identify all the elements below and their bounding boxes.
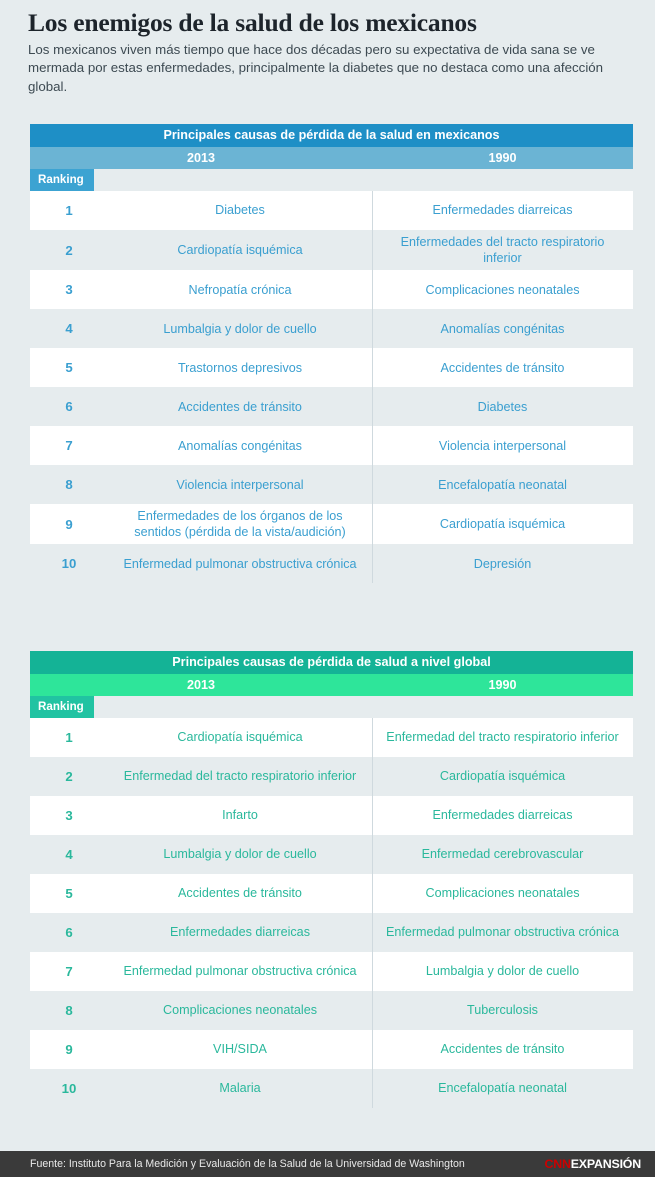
cell-1990: Accidentes de tránsito	[440, 1042, 565, 1057]
ranking-badge: Ranking	[30, 169, 94, 191]
table-mexico-ranking-row	[30, 169, 633, 191]
table-row	[30, 191, 633, 230]
table-row	[30, 718, 633, 757]
cell-2013: Infarto	[222, 808, 258, 823]
cell-1990: Tuberculosis	[467, 1003, 538, 1018]
table-row	[30, 544, 633, 583]
cell-1990: Lumbalgia y dolor de cuello	[425, 964, 580, 979]
table-row	[30, 1030, 633, 1069]
cell-2013: Enfermedades diarreicas	[169, 925, 310, 940]
cell-1990: Anomalías congénitas	[440, 321, 565, 336]
cell-1990: Encefalopatía neonatal	[438, 477, 567, 492]
table-global	[30, 651, 633, 1108]
column-header-2013: 2013	[186, 151, 216, 165]
table-row	[30, 387, 633, 426]
cell-2013: Trastornos depresivos	[177, 360, 303, 375]
logo-cnn-text: CNN	[544, 1157, 571, 1171]
table-mexico-title: Principales causas de pérdida de la salud en mexicanos	[30, 124, 633, 147]
cell-rank: 4	[65, 847, 73, 862]
ranking-badge: Ranking	[30, 696, 94, 718]
cell-rank: 10	[61, 556, 77, 572]
table-mexico-rows	[30, 191, 633, 583]
table-row	[30, 1069, 633, 1108]
table-row	[30, 874, 633, 913]
cell-1990: Cardiopatía isquémica	[439, 769, 566, 784]
table-row	[30, 952, 633, 991]
table-row	[30, 230, 633, 270]
cell-2013: Cardiopatía isquémica	[177, 730, 303, 745]
cell-rank: 7	[65, 438, 73, 454]
cell-rank: 4	[65, 321, 73, 337]
cell-1990: Enfermedades diarreicas	[432, 808, 573, 823]
cell-2013: Diabetes	[215, 203, 265, 218]
table-row	[30, 991, 633, 1030]
table-row	[30, 270, 633, 309]
table-row	[30, 465, 633, 504]
cell-2013: VIH/SIDA	[213, 1042, 267, 1057]
table-row	[30, 913, 633, 952]
cell-2013: Cardiopatía isquémica	[177, 243, 303, 258]
cell-rank: 10	[61, 1081, 77, 1096]
cell-2013: Enfermedad pulmonar obstructiva crónica	[123, 556, 357, 571]
table-row	[30, 504, 633, 544]
cell-2013: Accidentes de tránsito	[178, 886, 302, 901]
logo-expansion-text: EXPANSIÓN	[570, 1157, 641, 1171]
table-mexico	[30, 124, 633, 583]
table-global-rows	[30, 718, 633, 1108]
cell-2013: Violencia interpersonal	[176, 477, 304, 492]
cell-1990: Depresión	[473, 556, 532, 571]
table-mexico-year-header	[30, 147, 633, 169]
cell-rank: 6	[65, 399, 73, 415]
cell-rank: 2	[65, 242, 73, 258]
cell-rank: 3	[65, 808, 73, 823]
cell-rank: 9	[65, 516, 73, 532]
table-row	[30, 757, 633, 796]
cell-2013: Anomalías congénitas	[178, 438, 302, 453]
cell-1990: Complicaciones neonatales	[425, 886, 580, 901]
cell-1990: Enfermedad pulmonar obstructiva crónica	[385, 925, 620, 940]
header-block	[0, 0, 655, 97]
table-row	[30, 309, 633, 348]
cell-rank: 6	[65, 925, 73, 940]
table-row	[30, 348, 633, 387]
cell-2013: Accidentes de tránsito	[178, 399, 302, 414]
table-row	[30, 835, 633, 874]
table-global-ranking-row	[30, 696, 633, 718]
cell-rank: 8	[65, 477, 73, 493]
cell-1990: Complicaciones neonatales	[425, 282, 580, 297]
cell-rank: 9	[65, 1042, 73, 1057]
cell-1990: Enfermedad cerebrovascular	[421, 847, 584, 862]
cell-2013: Nefropatía crónica	[188, 282, 292, 297]
cell-2013: Lumbalgia y dolor de cuello	[163, 321, 317, 336]
cell-rank: 5	[65, 886, 73, 901]
cell-rank: 3	[65, 282, 73, 298]
cell-rank: 5	[65, 360, 73, 376]
column-header-2013: 2013	[186, 678, 216, 692]
cell-1990: Encefalopatía neonatal	[438, 1081, 567, 1096]
cell-2013: Complicaciones neonatales	[162, 1003, 317, 1018]
source-text: Fuente: Instituto Para la Medición y Evaluación de la Salud de la Universidad de Washington	[30, 1158, 465, 1170]
cell-rank: 8	[65, 1003, 73, 1018]
cell-1990: Enfermedad del tracto respiratorio inferior	[386, 730, 619, 745]
cell-rank: 7	[65, 964, 73, 979]
table-row	[30, 796, 633, 835]
cell-rank: 2	[65, 769, 73, 784]
cell-1990: Enfermedades del tracto respiratorio inferior	[400, 235, 605, 266]
page-subtitle: Los mexicanos viven más tiempo que hace dos décadas pero su expectativa de vida sana se ve mermada por estas enfermedades, principalmente la diabetes que no destaca como una afección global.	[28, 41, 604, 95]
footer-bar	[0, 1151, 655, 1177]
cell-rank: 1	[65, 203, 73, 218]
cell-2013: Enfermedad pulmonar obstructiva crónica	[123, 964, 357, 979]
cell-1990: Enfermedades diarreicas	[432, 203, 573, 218]
column-header-1990: 1990	[488, 151, 517, 165]
table-global-title: Principales causas de pérdida de salud a nivel global	[30, 651, 633, 674]
cell-2013: Enfermedades de los órganos de los sentidos (pérdida de la vista/audición)	[134, 509, 346, 540]
cell-1990: Accidentes de tránsito	[440, 360, 565, 375]
cell-1990: Diabetes	[477, 399, 528, 414]
cell-2013: Lumbalgia y dolor de cuello	[163, 847, 317, 862]
cell-2013: Malaria	[219, 1081, 261, 1096]
page-title: Los enemigos de la salud de los mexicanos	[28, 8, 477, 37]
cell-2013: Enfermedad del tracto respiratorio inferior	[123, 769, 357, 784]
cnn-expansion-logo	[544, 1157, 641, 1171]
table-row	[30, 426, 633, 465]
column-header-1990: 1990	[488, 678, 517, 692]
cell-rank: 1	[65, 730, 73, 745]
cell-1990: Violencia interpersonal	[438, 438, 567, 453]
table-global-year-header	[30, 674, 633, 696]
cell-1990: Cardiopatía isquémica	[439, 517, 566, 532]
